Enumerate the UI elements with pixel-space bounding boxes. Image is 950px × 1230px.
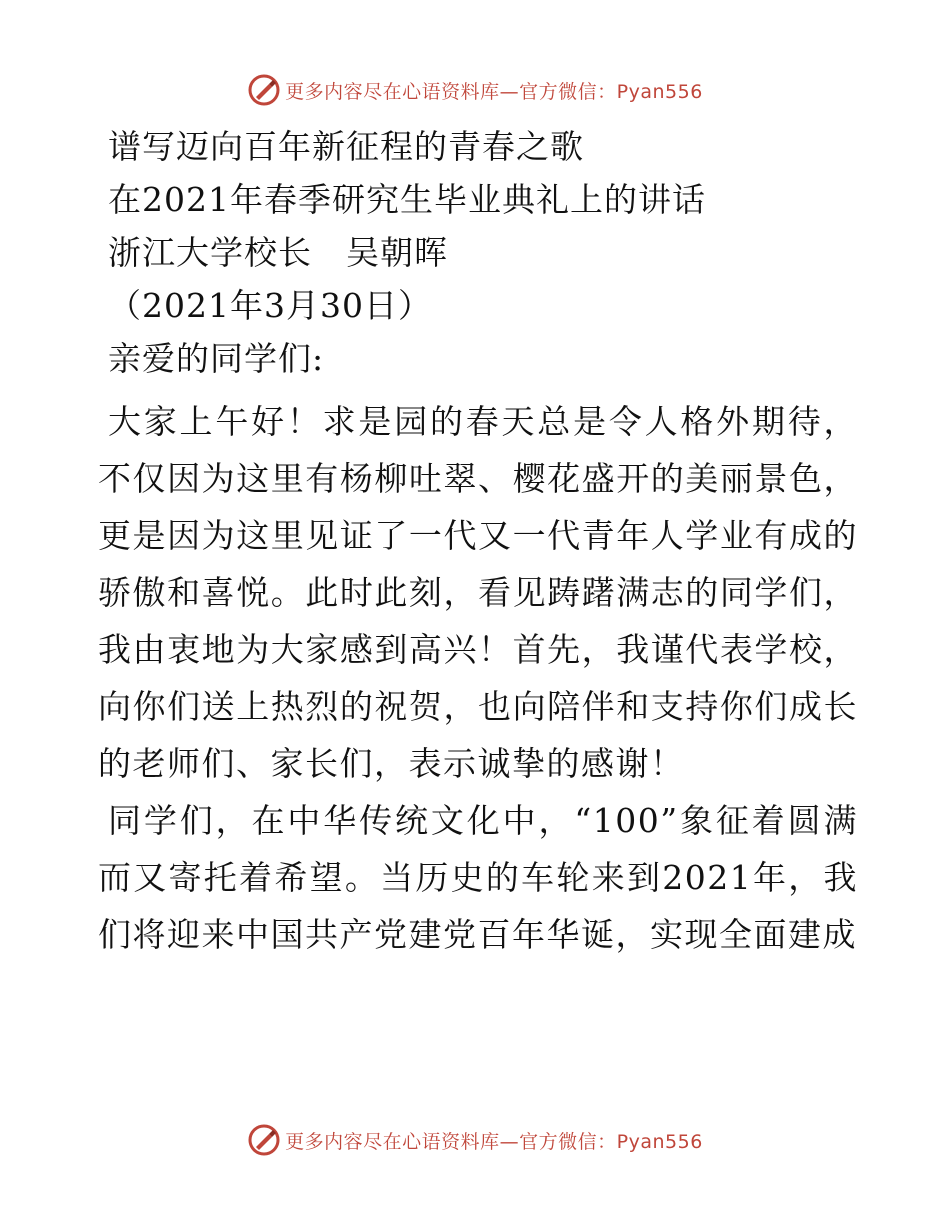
watermark-text: 更多内容尽在心语资料库—官方微信：Pyan556 — [285, 80, 703, 103]
document-author: 浙江大学校长 吴朝晖 — [108, 233, 448, 272]
pen-logo-icon — [247, 73, 281, 107]
paragraph: 同学们，在中华传统文化中，“100”象征着圆满而又寄托着希望。当历史的车轮来到2021年，我们将迎来中国共产党建党百年华诞，实现全面建成 — [98, 801, 858, 954]
watermark-footer — [0, 1120, 950, 1160]
document-date: （2021年3月30日） — [108, 286, 432, 325]
pen-logo-icon — [247, 1123, 281, 1157]
paragraph: 大家上午好！求是园的春天总是令人格外期待，不仅因为这里有杨柳吐翠、樱花盛开的美丽景色，更是因为这里见证了一代又一代青年人学业有成的骄傲和喜悦。此时此刻，看见踌躇满志的同学们，我由衷地为大家感到高兴！首先，我谨代表学校，向你们送上热烈的祝贺，也向陪伴和支持你们成长的老师们、家长们，表示诚挚的感谢！ — [98, 402, 858, 783]
watermark-text: 更多内容尽在心语资料库—官方微信：Pyan556 — [285, 1130, 703, 1153]
watermark-header — [0, 70, 950, 110]
document-title: 谱写迈向百年新征程的青春之歌 — [108, 127, 584, 166]
document-greeting: 亲爱的同学们: — [108, 339, 325, 378]
document-body — [98, 120, 858, 963]
document-subtitle: 在2021年春季研究生毕业典礼上的讲话 — [108, 180, 706, 219]
